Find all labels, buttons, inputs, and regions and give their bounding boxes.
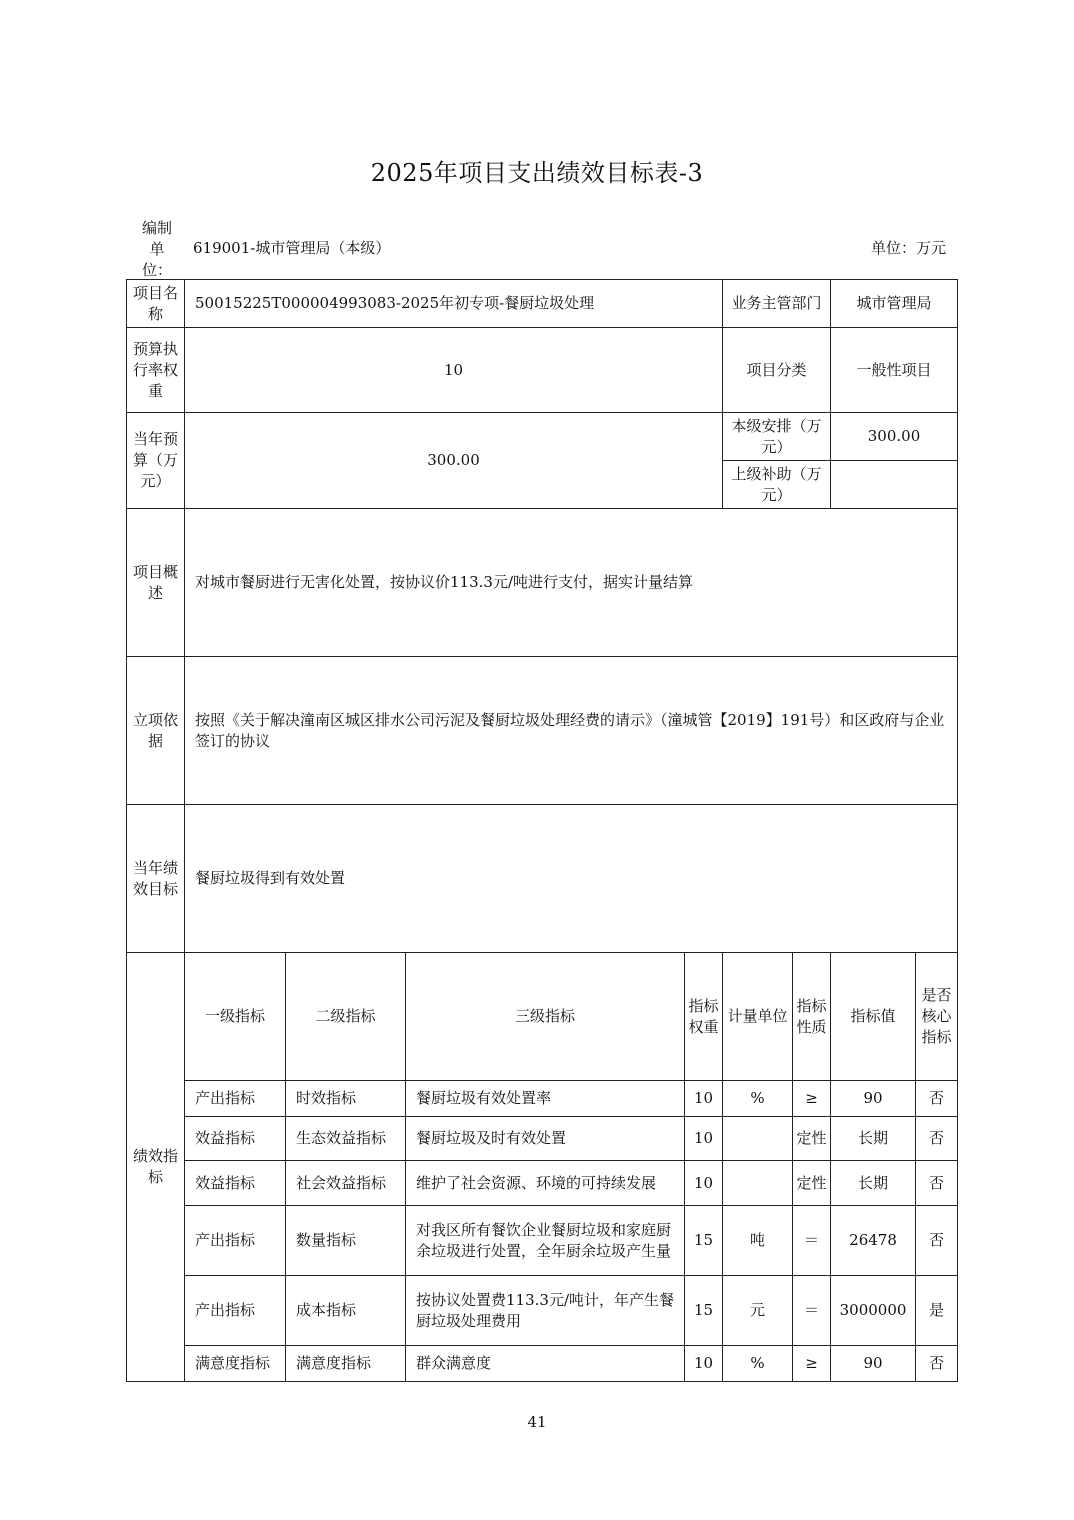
cell-level1: 产出指标 bbox=[185, 1276, 286, 1346]
cell-unit: % bbox=[723, 1081, 793, 1117]
cell-core: 是 bbox=[916, 1276, 958, 1346]
row-goal bbox=[127, 805, 958, 953]
overview-label: 项目概述 bbox=[127, 509, 185, 657]
cell-level3: 维护了社会资源、环境的可持续发展 bbox=[406, 1161, 685, 1206]
cell-level1: 满意度指标 bbox=[185, 1346, 286, 1382]
header-core: 是否核心指标 bbox=[916, 953, 958, 1081]
compiling-unit-label: 编制单位： bbox=[141, 219, 172, 279]
cell-level2: 生态效益指标 bbox=[286, 1117, 406, 1161]
overview-value: 对城市餐厨进行无害化处置，按协议价113.3元/吨进行支付，据实计量结算 bbox=[185, 509, 958, 657]
cell-level2: 成本指标 bbox=[286, 1276, 406, 1346]
cell-level2: 时效指标 bbox=[286, 1081, 406, 1117]
cell-value: 长期 bbox=[831, 1161, 916, 1206]
cell-unit bbox=[723, 1117, 793, 1161]
cell-level1: 效益指标 bbox=[185, 1161, 286, 1206]
category-value: 一般性项目 bbox=[831, 328, 958, 413]
cell-level2: 数量指标 bbox=[286, 1206, 406, 1276]
cell-level3: 对我区所有餐饮企业餐厨垃圾和家庭厨余垃圾进行处置，全年厨余垃圾产生量 bbox=[406, 1206, 685, 1276]
cell-nature: ＝ bbox=[793, 1206, 831, 1276]
row-overview bbox=[127, 509, 958, 657]
cell-level1: 产出指标 bbox=[185, 1206, 286, 1276]
cell-value: 长期 bbox=[831, 1117, 916, 1161]
cell-unit: 元 bbox=[723, 1276, 793, 1346]
dept-label: 业务主管部门 bbox=[723, 280, 831, 328]
cell-weight: 15 bbox=[685, 1206, 723, 1276]
cell-nature: 定性 bbox=[793, 1117, 831, 1161]
table-row bbox=[127, 1161, 958, 1206]
cell-level3: 按协议处置费113.3元/吨计，年产生餐厨垃圾处理费用 bbox=[406, 1276, 685, 1346]
cell-level2: 满意度指标 bbox=[286, 1346, 406, 1382]
cell-core: 否 bbox=[916, 1161, 958, 1206]
performance-target-table bbox=[126, 279, 958, 1382]
local-arrangement-value: 300.00 bbox=[831, 413, 958, 461]
project-name-value: 50015225T000004993083-2025年初专项-餐厨垃圾处理 bbox=[185, 280, 723, 328]
cell-unit: 吨 bbox=[723, 1206, 793, 1276]
header-weight: 指标权重 bbox=[685, 953, 723, 1081]
header-level3: 三级指标 bbox=[406, 953, 685, 1081]
superior-subsidy-value bbox=[831, 461, 958, 509]
cell-unit: % bbox=[723, 1346, 793, 1382]
header-value: 指标值 bbox=[831, 953, 916, 1081]
cell-value: 3000000 bbox=[831, 1276, 916, 1346]
cell-level1: 产出指标 bbox=[185, 1081, 286, 1117]
header-level2: 二级指标 bbox=[286, 953, 406, 1081]
table-row bbox=[127, 1276, 958, 1346]
cell-level3: 群众满意度 bbox=[406, 1346, 685, 1382]
cell-weight: 10 bbox=[685, 1346, 723, 1382]
page-number: 41 bbox=[527, 1413, 547, 1431]
currency-unit: 单位：万元 bbox=[870, 239, 946, 257]
table-row bbox=[127, 1081, 958, 1117]
row-basis bbox=[127, 657, 958, 805]
weight-value: 10 bbox=[185, 328, 723, 413]
row-project-name bbox=[127, 280, 958, 328]
superior-subsidy-label: 上级补助（万元） bbox=[723, 461, 831, 509]
cell-core: 否 bbox=[916, 1081, 958, 1117]
header-level1: 一级指标 bbox=[185, 953, 286, 1081]
cell-value: 26478 bbox=[831, 1206, 916, 1276]
budget-label: 当年预算（万元） bbox=[127, 413, 185, 509]
cell-nature: ≥ bbox=[793, 1346, 831, 1382]
cell-level2: 社会效益指标 bbox=[286, 1161, 406, 1206]
indicators-section-label: 绩效指标 bbox=[127, 953, 185, 1382]
category-label: 项目分类 bbox=[723, 328, 831, 413]
cell-weight: 10 bbox=[685, 1117, 723, 1161]
cell-level1: 效益指标 bbox=[185, 1117, 286, 1161]
basis-value: 按照《关于解决潼南区城区排水公司污泥及餐厨垃圾处理经费的请示》（潼城管【2019】191号）和区政府与企业签订的协议 bbox=[185, 657, 958, 805]
cell-nature: ＝ bbox=[793, 1276, 831, 1346]
weight-label: 预算执行率权重 bbox=[127, 328, 185, 413]
table-row bbox=[127, 1206, 958, 1276]
cell-level3: 餐厨垃圾及时有效处置 bbox=[406, 1117, 685, 1161]
goal-label: 当年绩效目标 bbox=[127, 805, 185, 953]
cell-core: 否 bbox=[916, 1346, 958, 1382]
cell-weight: 10 bbox=[685, 1161, 723, 1206]
cell-unit bbox=[723, 1161, 793, 1206]
cell-value: 90 bbox=[831, 1081, 916, 1117]
cell-core: 否 bbox=[916, 1117, 958, 1161]
local-arrangement-label: 本级安排（万元） bbox=[723, 413, 831, 461]
cell-nature: ≥ bbox=[793, 1081, 831, 1117]
goal-value: 餐厨垃圾得到有效处置 bbox=[185, 805, 958, 953]
basis-label: 立项依据 bbox=[127, 657, 185, 805]
cell-level3: 餐厨垃圾有效处置率 bbox=[406, 1081, 685, 1117]
compiling-unit-value: 619001-城市管理局（本级） bbox=[193, 239, 391, 257]
cell-weight: 15 bbox=[685, 1276, 723, 1346]
indicator-header-row bbox=[127, 953, 958, 1081]
cell-value: 90 bbox=[831, 1346, 916, 1382]
page-title: 2025年项目支出绩效目标表-3 bbox=[370, 159, 704, 187]
project-name-label: 项目名称 bbox=[127, 280, 185, 328]
table-row bbox=[127, 1117, 958, 1161]
cell-weight: 10 bbox=[685, 1081, 723, 1117]
table-row bbox=[127, 1346, 958, 1382]
cell-core: 否 bbox=[916, 1206, 958, 1276]
budget-value: 300.00 bbox=[185, 413, 723, 509]
row-budget-local bbox=[127, 413, 958, 461]
header-unit: 计量单位 bbox=[723, 953, 793, 1081]
row-weight bbox=[127, 328, 958, 413]
cell-nature: 定性 bbox=[793, 1161, 831, 1206]
dept-value: 城市管理局 bbox=[831, 280, 958, 328]
header-nature: 指标性质 bbox=[793, 953, 831, 1081]
